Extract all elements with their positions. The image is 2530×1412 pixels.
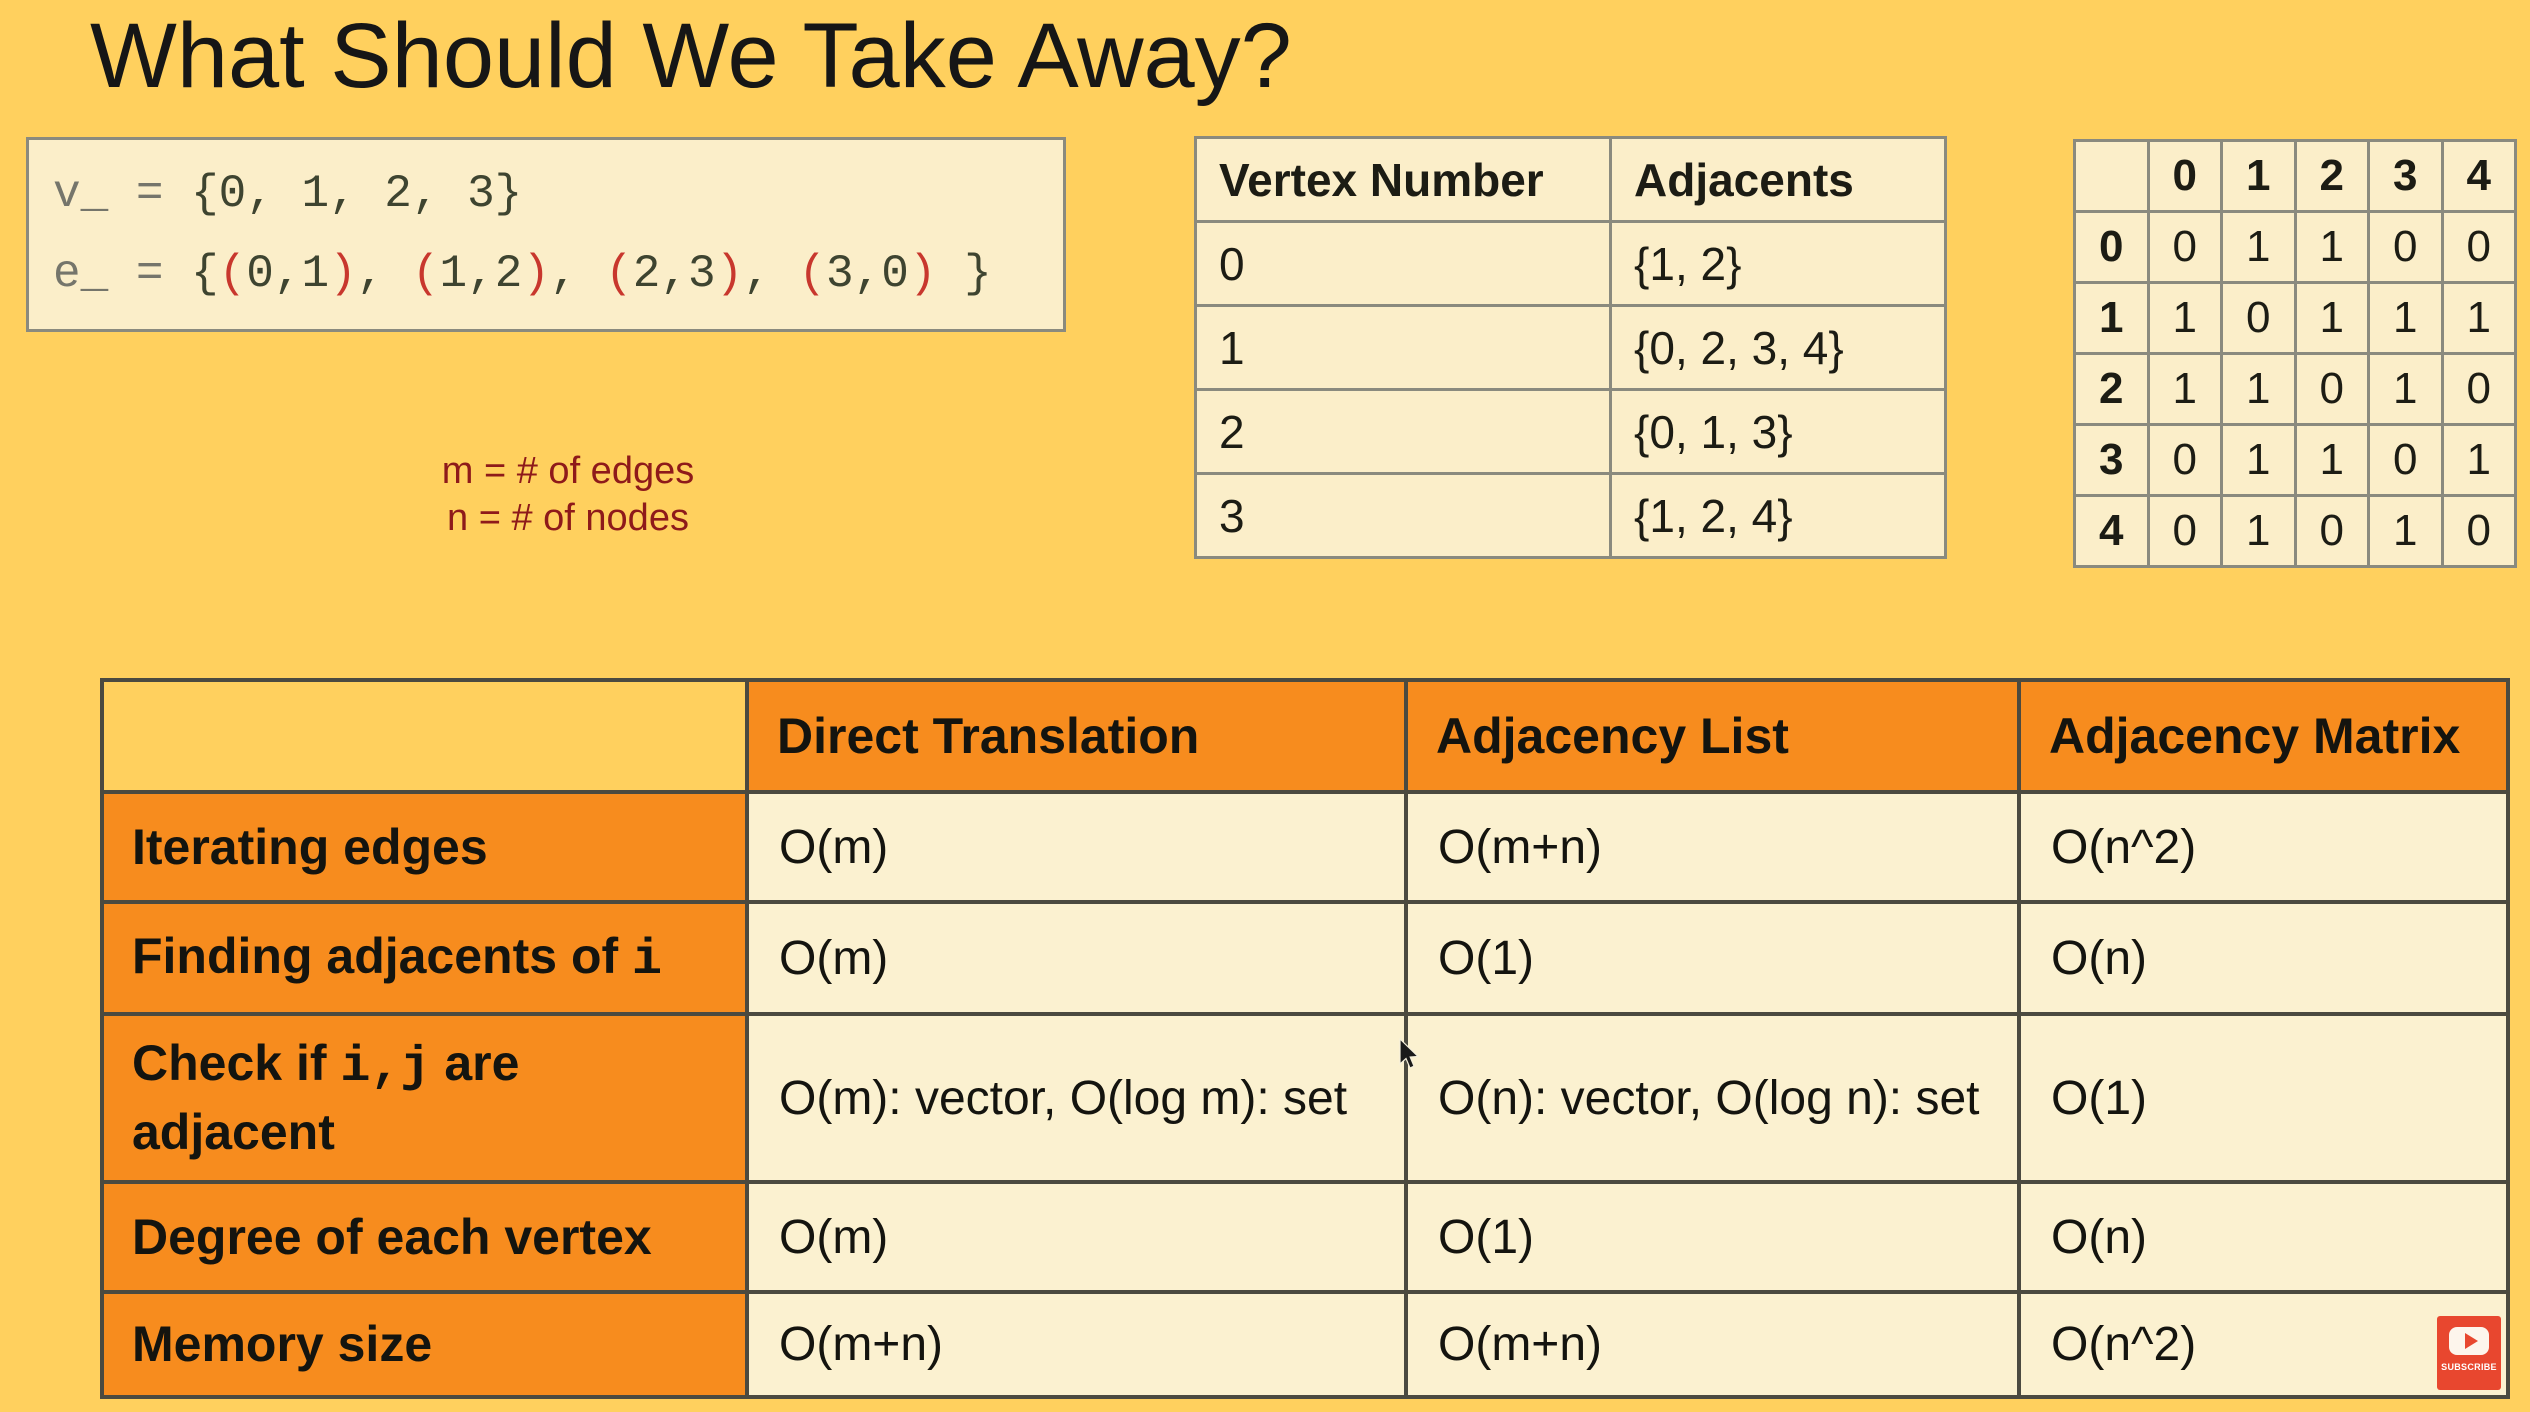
col-header-adjacency-list: Adjacency List: [1406, 680, 2019, 792]
comparison-row-check-adjacent: [102, 1014, 2508, 1182]
youtube-play-icon: [2449, 1327, 2489, 1355]
matrix-cell: 0: [2148, 212, 2222, 283]
vertex-cell: 0: [1196, 222, 1611, 306]
matrix-cell: 1: [2222, 354, 2296, 425]
subscribe-button[interactable]: [2437, 1316, 2501, 1390]
comparison-header-row: [102, 680, 2508, 792]
matrix-row: [2075, 212, 2516, 283]
matrix-cell: 1: [2295, 283, 2369, 354]
text-token: Finding adjacents of: [132, 927, 633, 984]
matrix-cell: 0: [2442, 212, 2516, 283]
text-token: }: [936, 248, 992, 300]
text-token: Iterating edges: [132, 818, 488, 875]
adjacents-cell: {1, 2, 4}: [1611, 474, 1946, 558]
matrix-col-header: 1: [2222, 141, 2296, 212]
text-token: e_ =: [53, 248, 192, 300]
matrix-header-row: [2075, 141, 2516, 212]
matrix-col-header: 4: [2442, 141, 2516, 212]
text-token: (: [218, 248, 247, 300]
complexity-cell: O(1): [1406, 902, 2019, 1014]
matrix-cell: 1: [2369, 496, 2443, 567]
complexity-cell: O(m): [747, 902, 1406, 1014]
complexity-cell: O(m): [747, 1182, 1406, 1292]
text-token: ,: [356, 248, 412, 300]
comparison-corner-cell: [102, 680, 747, 792]
table-row: [1196, 222, 1946, 306]
text-token: ): [329, 248, 357, 300]
matrix-cell: 1: [2148, 283, 2222, 354]
matrix-cell: 0: [2442, 496, 2516, 567]
text-token: 0,1: [246, 248, 330, 300]
mouse-cursor-icon: [1398, 1038, 1424, 1074]
code-line-vertices: [53, 154, 1063, 234]
matrix-cell: 1: [2295, 425, 2369, 496]
matrix-cell: 1: [2442, 425, 2516, 496]
matrix-row: [2075, 354, 2516, 425]
complexity-cell: O(n): [2019, 902, 2508, 1014]
matrix-cell: 0: [2369, 425, 2443, 496]
comparison-row-finding-adjacents: [102, 902, 2508, 1014]
text-token: Memory size: [132, 1316, 433, 1372]
adjacents-cell: {1, 2}: [1611, 222, 1946, 306]
text-token: 2,3: [632, 248, 716, 300]
matrix-row-header: 1: [2075, 283, 2149, 354]
complexity-cell: O(n^2): [2019, 792, 2508, 902]
text-token: {: [191, 248, 219, 300]
row-label: [102, 792, 747, 902]
table-row: [1196, 390, 1946, 474]
vertex-cell: 1: [1196, 306, 1611, 390]
text-token: {0, 1, 2, 3}: [191, 168, 523, 220]
col-header-adjacency-matrix: Adjacency Matrix: [2019, 680, 2508, 792]
text-token: are adjacent: [132, 1035, 520, 1160]
matrix-cell: 1: [2295, 212, 2369, 283]
matrix-cell: 1: [2222, 496, 2296, 567]
complexity-cell: O(m): [747, 792, 1406, 902]
matrix-cell: 0: [2369, 212, 2443, 283]
text-token: ): [908, 248, 937, 300]
text-token: Degree of each vertex: [132, 1208, 652, 1265]
text-token: v_ =: [53, 168, 192, 220]
row-label: [102, 1182, 747, 1292]
matrix-row-header: 0: [2075, 212, 2149, 283]
matrix-row: [2075, 283, 2516, 354]
matrix-row-header: 3: [2075, 425, 2149, 496]
adjacents-cell: {0, 1, 3}: [1611, 390, 1946, 474]
adjacency-list-table: [1194, 136, 1947, 559]
matrix-col-header: 2: [2295, 141, 2369, 212]
row-label: [102, 1292, 747, 1397]
adjacents-header: Adjacents: [1611, 138, 1946, 222]
comparison-row-iterating-edges: [102, 792, 2508, 902]
matrix-cell: 0: [2148, 425, 2222, 496]
matrix-cell: 0: [2295, 496, 2369, 567]
adjacents-cell: {0, 2, 3, 4}: [1611, 306, 1946, 390]
complexity-cell: O(n): [2019, 1182, 2508, 1292]
table-row: [1196, 306, 1946, 390]
text-token: i,j: [340, 1039, 431, 1096]
vertex-cell: 2: [1196, 390, 1611, 474]
matrix-row-header: 4: [2075, 496, 2149, 567]
legend-note: [398, 448, 738, 542]
matrix-cell: 0: [2442, 354, 2516, 425]
graph-definition-code-box: [26, 137, 1066, 332]
complexity-cell: O(n): vector, O(log n): set: [1406, 1014, 2019, 1182]
matrix-cell: 0: [2222, 283, 2296, 354]
complexity-cell: O(n^2): [2019, 1292, 2508, 1397]
matrix-cell: 1: [2442, 283, 2516, 354]
complexity-cell: O(1): [1406, 1182, 2019, 1292]
text-token: ,: [549, 248, 606, 300]
matrix-cell: 1: [2222, 425, 2296, 496]
note-edges: m = # of edges: [441, 450, 695, 492]
matrix-col-header: 3: [2369, 141, 2443, 212]
comparison-row-degree: [102, 1182, 2508, 1292]
matrix-col-header: 0: [2148, 141, 2222, 212]
row-label: [102, 902, 747, 1014]
text-token: (: [411, 248, 440, 300]
matrix-cell: 0: [2295, 354, 2369, 425]
col-header-direct-translation: Direct Translation: [747, 680, 1406, 792]
text-token: ): [522, 248, 550, 300]
matrix-row-header: 2: [2075, 354, 2149, 425]
text-token: (: [798, 248, 827, 300]
matrix-cell: 0: [2148, 496, 2222, 567]
vertex-number-header: Vertex Number: [1196, 138, 1611, 222]
note-nodes: n = # of nodes: [447, 497, 689, 539]
matrix-row: [2075, 425, 2516, 496]
text-token: 1,2: [439, 248, 523, 300]
row-label: [102, 1014, 747, 1182]
text-token: 3,0: [826, 248, 909, 300]
matrix-cell: 1: [2369, 354, 2443, 425]
text-token: Check if: [132, 1035, 341, 1091]
matrix-cell: 1: [2148, 354, 2222, 425]
vertex-cell: 3: [1196, 474, 1611, 558]
page-title: What Should We Take Away?: [90, 5, 1292, 107]
complexity-cell: O(m+n): [1406, 1292, 2019, 1397]
adjacency-matrix-table: [2073, 139, 2517, 568]
complexity-cell: O(m+n): [1406, 792, 2019, 902]
subscribe-label: SUBSCRIBE: [2441, 1362, 2497, 1372]
matrix-cell: 1: [2222, 212, 2296, 283]
text-token: i: [632, 931, 663, 989]
complexity-comparison-table: [100, 678, 2510, 1399]
text-token: ,: [743, 248, 799, 300]
matrix-corner-cell: [2075, 141, 2149, 212]
text-token: (: [605, 248, 633, 300]
play-triangle-icon: [2465, 1333, 2478, 1349]
code-line-edges: [53, 234, 1063, 314]
matrix-row: [2075, 496, 2516, 567]
comparison-row-memory-size: [102, 1292, 2508, 1397]
complexity-cell: O(m): vector, O(log m): set: [747, 1014, 1406, 1182]
complexity-cell: O(m+n): [747, 1292, 1406, 1397]
complexity-cell: O(1): [2019, 1014, 2508, 1182]
text-token: ): [715, 248, 744, 300]
table-row: [1196, 474, 1946, 558]
matrix-cell: 1: [2369, 283, 2443, 354]
adjacency-list-header-row: [1196, 138, 1946, 222]
